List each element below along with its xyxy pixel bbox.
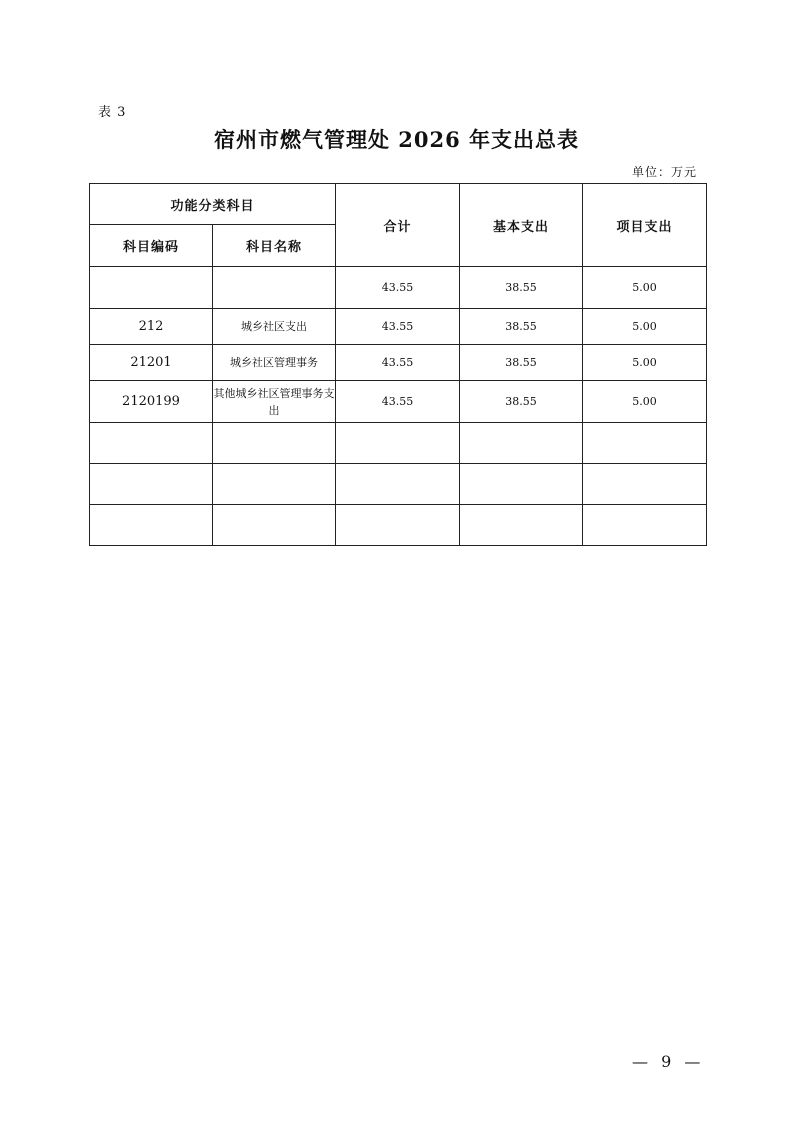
empty-row [90, 423, 707, 464]
header-row-1 [90, 184, 707, 225]
empty-cell [213, 423, 336, 464]
empty-cell [90, 464, 213, 505]
empty-cell [460, 423, 583, 464]
empty-cell [583, 423, 707, 464]
cell-project: 5.00 [583, 267, 707, 309]
empty-cell [460, 505, 583, 546]
cell-code: 212 [90, 309, 213, 345]
cell-name [213, 267, 336, 309]
cell-name: 城乡社区管理事务 [213, 345, 336, 381]
unit-label: 单位：万元 [631, 165, 697, 179]
table-row [90, 309, 707, 345]
cell-total: 43.55 [336, 309, 460, 345]
table-label: 表 3 [98, 105, 127, 120]
header-project-expenditure: 项目支出 [583, 184, 707, 267]
empty-cell [583, 505, 707, 546]
empty-cell [213, 505, 336, 546]
empty-row [90, 464, 707, 505]
empty-cell [583, 464, 707, 505]
cell-basic: 38.55 [460, 267, 583, 309]
header-subject-code: 科目编码 [90, 225, 213, 267]
table-row [90, 267, 707, 309]
cell-name: 城乡社区支出 [213, 309, 336, 345]
page-title: 宿州市燃气管理处 2026 年支出总表 [213, 127, 580, 152]
cell-project: 5.00 [583, 381, 707, 423]
expenditure-table [89, 183, 707, 546]
empty-cell [90, 505, 213, 546]
empty-row [90, 505, 707, 546]
cell-total: 43.55 [336, 267, 460, 309]
cell-name: 其他城乡社区管理事务支出 [213, 381, 336, 423]
empty-cell [336, 505, 460, 546]
cell-basic: 38.55 [460, 381, 583, 423]
cell-basic: 38.55 [460, 345, 583, 381]
cell-code: 21201 [90, 345, 213, 381]
empty-cell [336, 464, 460, 505]
header-subject-name: 科目名称 [213, 225, 336, 267]
header-basic-expenditure: 基本支出 [460, 184, 583, 267]
cell-basic: 38.55 [460, 309, 583, 345]
page-number: — 9 — [632, 1052, 705, 1071]
cell-code [90, 267, 213, 309]
empty-cell [213, 464, 336, 505]
empty-cell [460, 464, 583, 505]
empty-cell [90, 423, 213, 464]
header-function-category: 功能分类科目 [90, 184, 336, 225]
cell-project: 5.00 [583, 345, 707, 381]
cell-project: 5.00 [583, 309, 707, 345]
empty-cell [336, 423, 460, 464]
table-row [90, 345, 707, 381]
cell-code: 2120199 [90, 381, 213, 423]
cell-total: 43.55 [336, 345, 460, 381]
header-total: 合计 [336, 184, 460, 267]
cell-total: 43.55 [336, 381, 460, 423]
table-row [90, 381, 707, 423]
